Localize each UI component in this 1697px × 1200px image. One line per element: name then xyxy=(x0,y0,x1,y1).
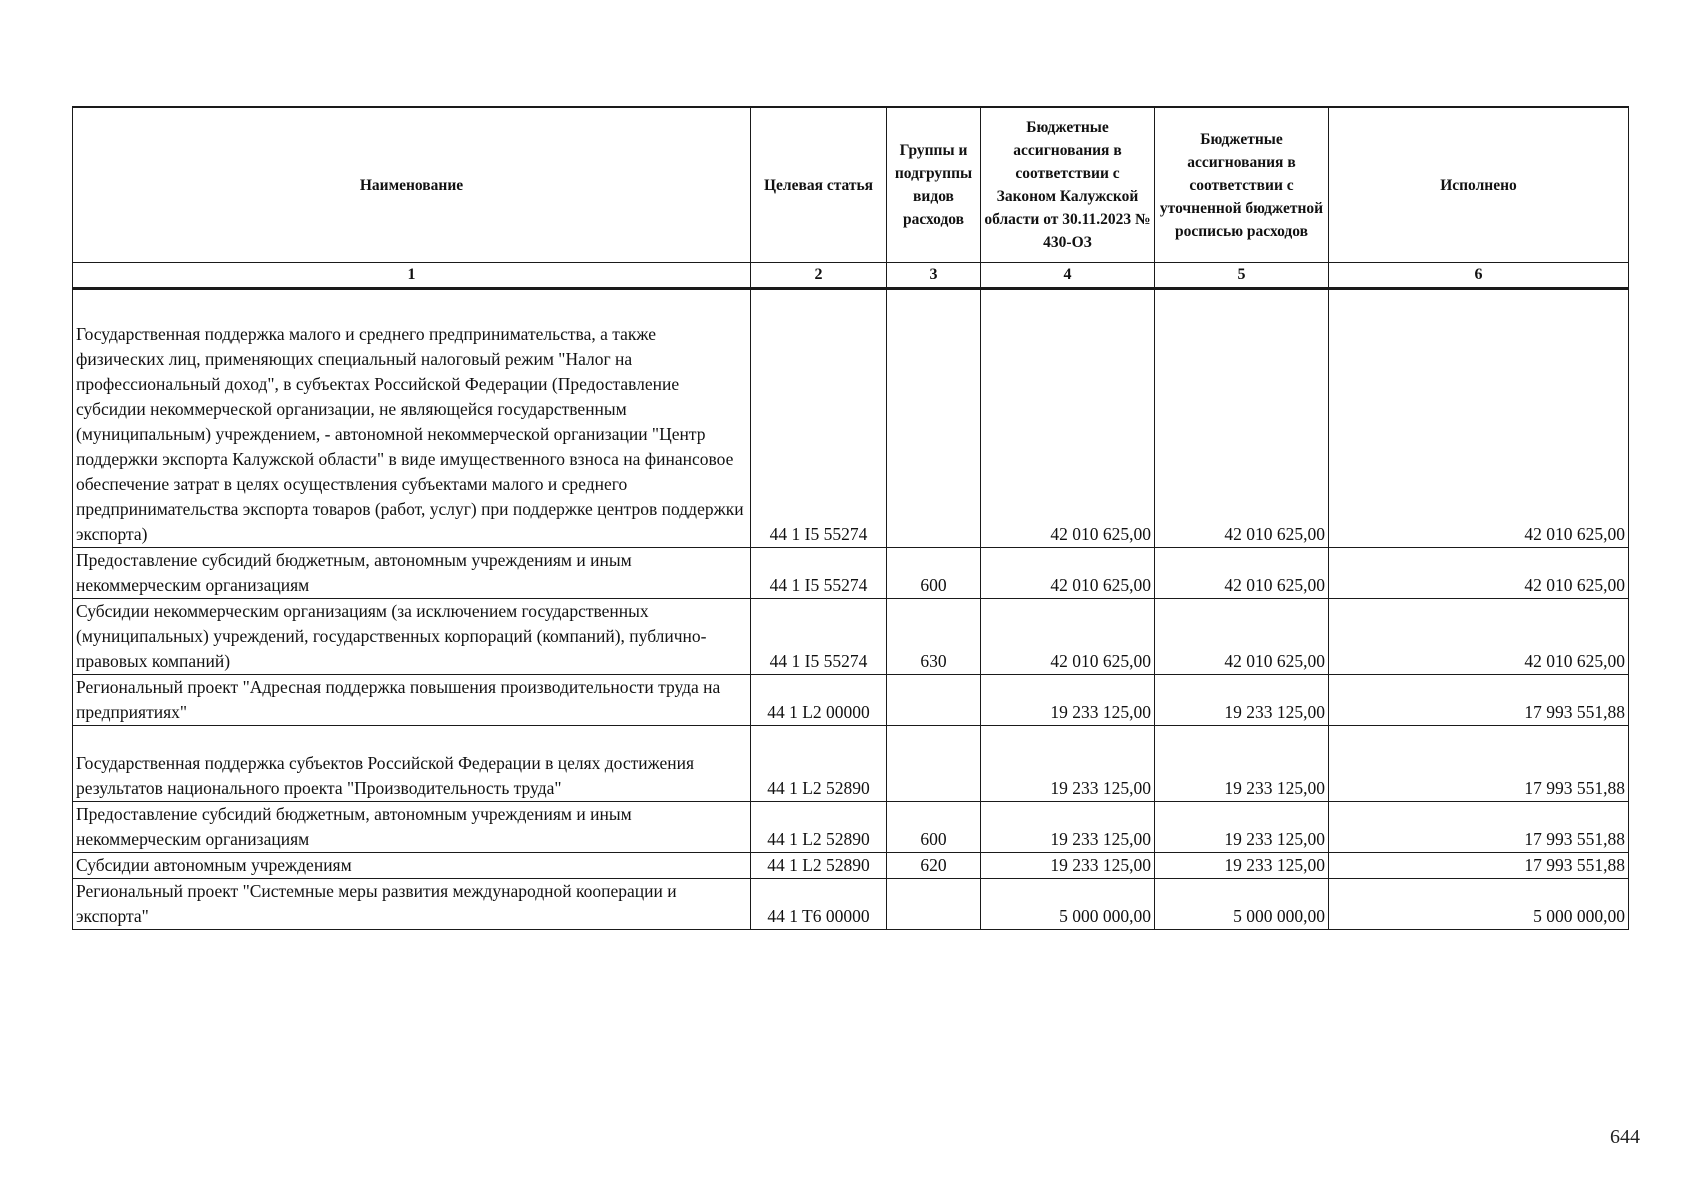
row-law-amount: 42 010 625,00 xyxy=(981,599,1155,675)
table-row xyxy=(73,675,1629,726)
row-code: 44 1 T6 00000 xyxy=(751,879,887,930)
table-row xyxy=(73,548,1629,599)
header-row xyxy=(73,107,1629,263)
row-executed: 17 993 551,88 xyxy=(1329,675,1629,726)
header-law-allocations: Бюджетные ассигнования в соответствии с Законом Калужской области от 30.11.2023 № 430-ОЗ xyxy=(981,107,1155,263)
row-executed: 5 000 000,00 xyxy=(1329,879,1629,930)
page-number: 644 xyxy=(1610,1126,1640,1148)
row-name: Региональный проект "Системные меры развития международной кооперации и экспорта" xyxy=(73,879,751,930)
row-law-amount: 19 233 125,00 xyxy=(981,802,1155,853)
row-group: 620 xyxy=(887,853,981,879)
row-executed: 17 993 551,88 xyxy=(1329,726,1629,802)
row-code: 44 1 L2 52890 xyxy=(751,802,887,853)
row-revised-amount: 42 010 625,00 xyxy=(1155,289,1329,548)
table-row xyxy=(73,289,1629,548)
row-revised-amount: 42 010 625,00 xyxy=(1155,548,1329,599)
row-law-amount: 5 000 000,00 xyxy=(981,879,1155,930)
row-law-amount: 19 233 125,00 xyxy=(981,853,1155,879)
column-number: 2 xyxy=(751,263,887,289)
row-revised-amount: 5 000 000,00 xyxy=(1155,879,1329,930)
row-group xyxy=(887,726,981,802)
row-group xyxy=(887,289,981,548)
row-revised-amount: 19 233 125,00 xyxy=(1155,726,1329,802)
header-executed: Исполнено xyxy=(1329,107,1629,263)
row-code: 44 1 L2 52890 xyxy=(751,853,887,879)
table-row xyxy=(73,802,1629,853)
row-name: Предоставление субсидий бюджетным, автономным учреждениям и иным некоммерческим организациям xyxy=(73,548,751,599)
column-number: 4 xyxy=(981,263,1155,289)
row-group xyxy=(887,879,981,930)
row-name: Предоставление субсидий бюджетным, автономным учреждениям и иным некоммерческим организациям xyxy=(73,802,751,853)
row-executed: 42 010 625,00 xyxy=(1329,599,1629,675)
budget-table xyxy=(72,106,1629,930)
row-code: 44 1 L2 52890 xyxy=(751,726,887,802)
row-group: 630 xyxy=(887,599,981,675)
row-revised-amount: 19 233 125,00 xyxy=(1155,802,1329,853)
row-name: Региональный проект "Адресная поддержка повышения производительности труда на предприятиях" xyxy=(73,675,751,726)
row-law-amount: 19 233 125,00 xyxy=(981,726,1155,802)
table-row xyxy=(73,879,1629,930)
header-target-article: Целевая статья xyxy=(751,107,887,263)
column-number: 6 xyxy=(1329,263,1629,289)
row-name: Субсидии некоммерческим организациям (за исключением государственных (муниципальных) учреждений, государственных корпораций (компаний), публично-правовых компаний) xyxy=(73,599,751,675)
header-revised-allocations: Бюджетные ассигнования в соответствии с уточненной бюджетной росписью расходов xyxy=(1155,107,1329,263)
row-revised-amount: 19 233 125,00 xyxy=(1155,675,1329,726)
row-code: 44 1 L2 00000 xyxy=(751,675,887,726)
table-header xyxy=(73,107,1629,289)
row-executed: 17 993 551,88 xyxy=(1329,853,1629,879)
row-code: 44 1 I5 55274 xyxy=(751,289,887,548)
column-number-row xyxy=(73,263,1629,289)
column-number: 5 xyxy=(1155,263,1329,289)
row-executed: 17 993 551,88 xyxy=(1329,802,1629,853)
row-group: 600 xyxy=(887,548,981,599)
table-row xyxy=(73,599,1629,675)
table-row xyxy=(73,726,1629,802)
header-name: Наименование xyxy=(73,107,751,263)
row-executed: 42 010 625,00 xyxy=(1329,548,1629,599)
row-code: 44 1 I5 55274 xyxy=(751,599,887,675)
row-name: Государственная поддержка субъектов Российской Федерации в целях достижения результатов национального проекта "Производительность труда" xyxy=(73,726,751,802)
row-law-amount: 19 233 125,00 xyxy=(981,675,1155,726)
row-executed: 42 010 625,00 xyxy=(1329,289,1629,548)
table-row xyxy=(73,853,1629,879)
row-group xyxy=(887,675,981,726)
row-name: Субсидии автономным учреждениям xyxy=(73,853,751,879)
row-group: 600 xyxy=(887,802,981,853)
header-expense-groups: Группы и подгруппы видов расходов xyxy=(887,107,981,263)
table-body xyxy=(73,289,1629,930)
column-number: 1 xyxy=(73,263,751,289)
row-law-amount: 42 010 625,00 xyxy=(981,548,1155,599)
row-revised-amount: 19 233 125,00 xyxy=(1155,853,1329,879)
row-revised-amount: 42 010 625,00 xyxy=(1155,599,1329,675)
row-law-amount: 42 010 625,00 xyxy=(981,289,1155,548)
column-number: 3 xyxy=(887,263,981,289)
row-code: 44 1 I5 55274 xyxy=(751,548,887,599)
row-name: Государственная поддержка малого и среднего предпринимательства, а также физических лиц, применяющих специальный налоговый режим "Налог на профессиональный доход", в субъектах Российской Федерации (Предоставление субсидии некоммерческой организации, не являющейся государственным (муниципальным) учреждением, - автономной некоммерческой организации "Центр поддержки экспорта Калужской области" в виде имущественного взноса на финансовое обеспечение затрат в целях осуществления субъектами малого и среднего предпринимательства экспорта товаров (работ, услуг) при поддержке центров поддержки экспорта) xyxy=(73,289,751,548)
